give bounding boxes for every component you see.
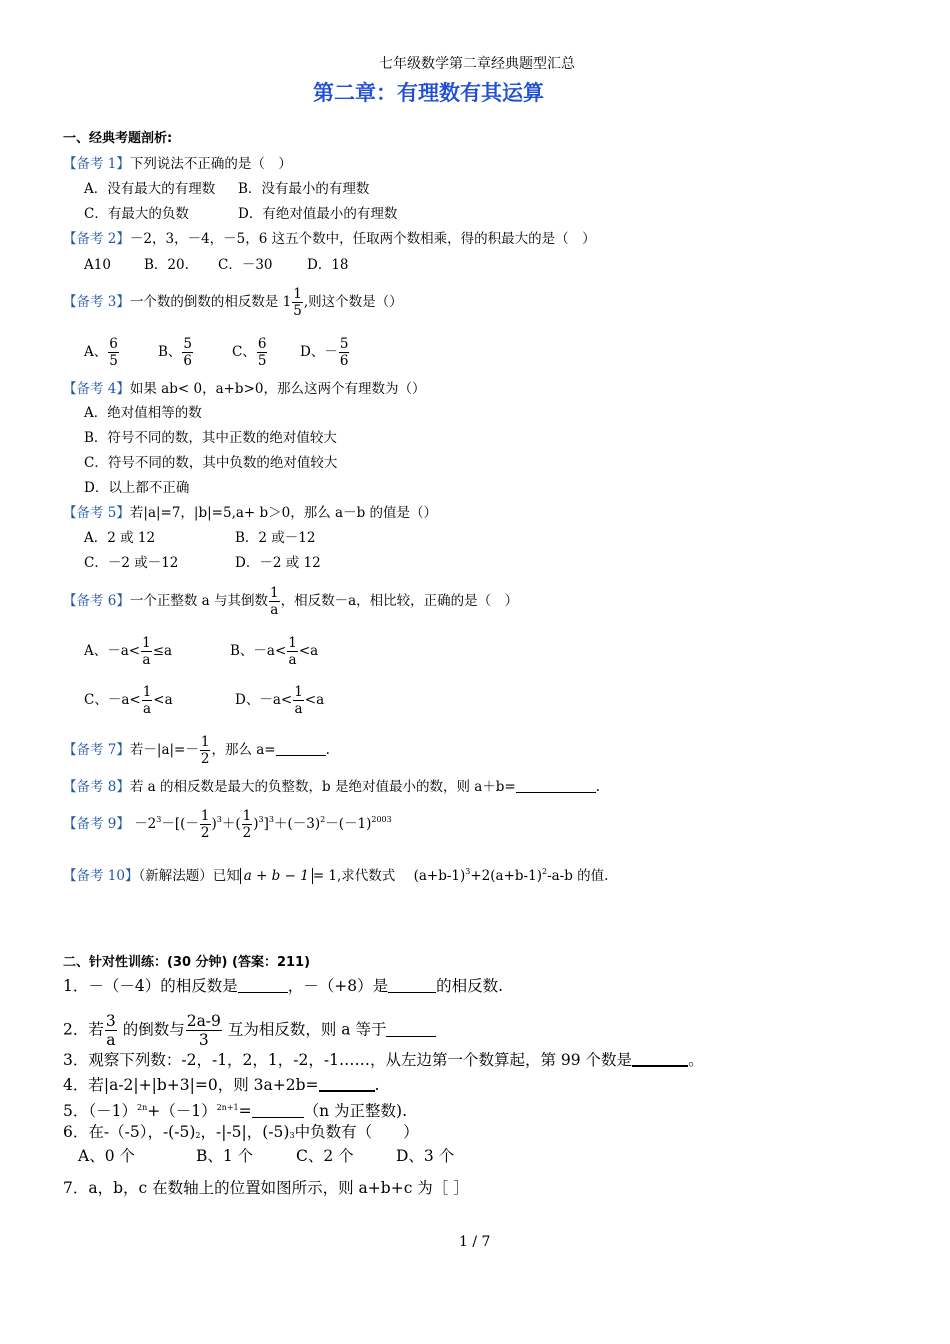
fraction: $\frac{1}{a}$ <box>294 684 303 717</box>
question-text: 一个数的倒数的相反数是 1 <box>129 294 292 310</box>
q6-option-c: C、－a< $\frac{1}{a}$ <a <box>84 684 173 717</box>
exercise-4: 4．若|a-2|+|b+3|=0，则 3a+2b= . <box>63 1076 380 1094</box>
fraction: $\frac{3}{a}$ <box>105 1012 116 1049</box>
question-tag: 【备考 9】 <box>63 816 130 832</box>
q6-option-a: A、－a< $\frac{1}{a}$ ≤a <box>84 635 173 668</box>
question-4 <box>63 380 425 398</box>
question-tag: 【备考 2】 <box>63 231 130 247</box>
question-tag: 【备考 7】 <box>63 742 130 758</box>
question-tag: 【备考 5】 <box>63 505 130 521</box>
fraction: $\frac{1}{a}$ <box>142 635 151 668</box>
q5-option-a: A．2 或 12 <box>84 530 156 546</box>
exercise-1: 1．－（－4）的相反数是 ，－（+8）是 的相反数. <box>63 977 504 995</box>
answer-blank[interactable] <box>319 1076 375 1092</box>
answer-blank[interactable] <box>632 1051 688 1067</box>
q6-option-b: B、－a< $\frac{1}{a}$ <a <box>230 635 319 668</box>
doc-title: 七年级数学第二章经典题型汇总 <box>379 56 575 72</box>
fraction: $\frac{5}{6}$ <box>183 336 193 369</box>
fraction: $\frac{1}{a}$ <box>142 684 152 717</box>
question-text: 若－|a|=－ <box>129 742 199 758</box>
question-tag: 【备考 10】 <box>63 868 139 884</box>
question-6 <box>63 585 518 618</box>
question-tag: 【备考 4】 <box>63 381 130 397</box>
exercise-6-option-c: C、2 个 <box>296 1147 354 1165</box>
question-text: ，那么 a= <box>211 742 276 758</box>
question-3 <box>63 286 403 319</box>
exercise-5: 5．$(-1)^{2n}+(-1)^{2n+1}= (n$ 为正整数). <box>63 1102 408 1120</box>
fraction: $\frac{1}{2}$ <box>200 734 210 767</box>
chapter-title: 第二章：有理数有其运算 <box>313 81 544 105</box>
question-text: 下列说法不正确的是（ ） <box>129 156 292 172</box>
answer-blank[interactable] <box>238 978 288 993</box>
q4-option-d: D．以上都不正确 <box>84 480 190 496</box>
exercise-6-option-d: D、3 个 <box>396 1147 455 1165</box>
q3-option-c: C、 $\frac{6}{5}$ <box>232 336 267 369</box>
question-text: 一个正整数 a 与其倒数 <box>129 593 269 609</box>
q4-option-c: C．符号不同的数，其中负数的绝对值较大 <box>84 455 338 471</box>
q2-option-a: A10 <box>84 257 111 273</box>
q2-option-b: B．20. <box>144 257 189 273</box>
exercise-6: 6．在-（-5），$-(-5)_2$，-|-5|，$(-5)_3$中负数有（ ） <box>63 1123 419 1141</box>
q3-option-d: D、－ $\frac{5}{6}$ <box>300 336 349 369</box>
question-text: －2，3，－4，－5，6 这五个数中，任取两个数相乘，得的积最大的是（ ） <box>129 231 596 247</box>
question-10: 【备考 10】（新解法题）已知 a + b − 1 = 1,求代数式 $(a+b-1)^3+2(a+b-1)^2-a-b$ 的值. <box>63 867 609 884</box>
question-tag: 【备考 1】 <box>63 156 130 172</box>
fraction: $\frac{2a-9}{3}$ <box>186 1012 221 1049</box>
fraction: $\frac{1}{5}$ <box>293 286 302 319</box>
q3-option-b: B、 $\frac{5}{6}$ <box>158 336 193 369</box>
question-7: 【备考 7】若－|a|=－ $\frac{1}{2}$ ，那么 a= . <box>63 734 330 767</box>
q4-option-b: B．符号不同的数，其中正数的绝对值较大 <box>84 430 337 446</box>
answer-blank[interactable] <box>252 1103 304 1118</box>
fraction: $\frac{1}{2}$ <box>200 808 210 841</box>
q1-option-a: A．没有最大的有理数 <box>84 181 216 197</box>
fraction: $\frac{6}{5}$ <box>257 336 267 369</box>
question-text: ,则这个数是（） <box>303 294 403 310</box>
q2-option-c: C．－30 <box>218 257 273 273</box>
q3-option-a: A、 $\frac{6}{5}$ <box>84 336 118 369</box>
page-number: 1 / 7 <box>459 1234 491 1250</box>
question-2 <box>63 230 596 248</box>
question-9: 【备考 9】 $-2^3-[(-$ $\frac{1}{2}$ )$^3$＋( $\frac{1}{2}$ )$^3]^3+(-3)^2-(-1)^{2003}$ <box>63 808 392 841</box>
q4-option-a: A．绝对值相等的数 <box>84 405 202 421</box>
answer-blank[interactable] <box>386 1022 436 1037</box>
absolute-value-expression: a + b − 1 <box>240 868 313 884</box>
q1-option-c: C．有最大的负数 <box>84 206 189 222</box>
fraction: $\frac{1}{2}$ <box>242 808 252 841</box>
question-text: 如果 ab< 0，a+b>0，那么这两个有理数为（） <box>129 381 426 397</box>
fraction: $\frac{1}{a}$ <box>288 635 297 668</box>
exercise-6-option-b: B、1 个 <box>196 1147 254 1165</box>
exercise-7: 7．a，b，c 在数轴上的位置如图所示，则 a+b+c 为［ ］ <box>63 1179 469 1197</box>
section2-heading: 二、针对性训练：(30 分钟) (答案：211) <box>63 955 311 970</box>
q1-option-d: D．有绝对值最小的有理数 <box>238 206 398 222</box>
exercise-6-option-a: A、0 个 <box>78 1147 135 1165</box>
q2-option-d: D．18 <box>307 257 349 273</box>
question-1 <box>63 155 292 173</box>
answer-blank[interactable] <box>276 741 326 756</box>
exercise-3: 3．观察下列数：-2，-1，2，1，-2，-1……，从左边第一个数算起，第 99 个数是 。 <box>63 1051 704 1069</box>
question-tag: 【备考 8】 <box>63 779 130 795</box>
question-5 <box>63 504 437 522</box>
q6-option-d: D、－a< $\frac{1}{a}$ <a <box>235 684 325 717</box>
q5-option-b: B．2 或－12 <box>235 530 316 546</box>
question-tag: 【备考 3】 <box>63 294 130 310</box>
question-text: ，相反数－a，相比较，正确的是（ ） <box>280 593 519 609</box>
answer-blank[interactable] <box>388 978 436 993</box>
answer-blank[interactable] <box>516 778 596 793</box>
fraction: $\frac{5}{6}$ <box>339 336 349 369</box>
q5-option-d: D．－2 或 12 <box>235 555 321 571</box>
fraction: $\frac{6}{5}$ <box>109 336 118 369</box>
q1-option-b: B．没有最小的有理数 <box>238 181 370 197</box>
question-text: 若 a 的相反数是最大的负整数，b 是绝对值最小的数，则 a＋b= <box>129 779 516 795</box>
fraction: $\frac{1}{a}$ <box>270 585 279 618</box>
question-tag: 【备考 6】 <box>63 593 130 609</box>
q5-option-c: C．－2 或－12 <box>84 555 179 571</box>
question-8: 【备考 8】若 a 的相反数是最大的负整数，b 是绝对值最小的数，则 a＋b= . <box>63 779 601 795</box>
question-text: 若|a|=7，|b|=5,a+ b＞0，那么 a－b 的值是（） <box>129 505 438 521</box>
section1-heading: 一、经典考题剖析: <box>63 131 173 146</box>
exercise-2: 2．若 $\frac{3}{a}$ 的倒数与 $\frac{2a-9}{3}$ 互为相反数，则 a 等于 <box>63 1012 436 1049</box>
